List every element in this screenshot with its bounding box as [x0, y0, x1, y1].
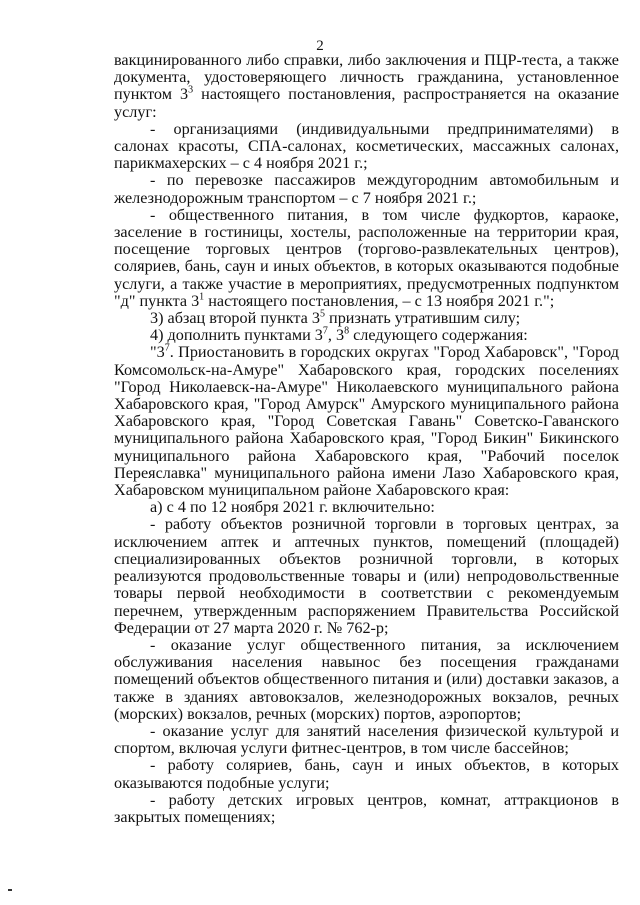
document-body: [114, 52, 619, 826]
paragraph-solariums-saunas: - работу соляриев, бань, саун и иных объектов, в которых оказываются подобные услуги;: [114, 756, 619, 792]
paragraph-beauty-salons: - организациями (индивидуальными предпринимателями) в салонах красоты, СПА-салонах, косметических, массажных салонах, парикмахерских – с 4 ноября 2021 г.;: [114, 119, 619, 173]
margin-mark: [8, 889, 12, 891]
paragraph-catering-services: - оказание услуг общественного питания, за исключением обслуживания населения навынос без посещения гражданами помещений объектов общественного питания и (или) доставки заказов, а также в зданиях автовокзалов, железнодорожных вокзалов, речных (морских) вокзалов, речных (морских) портов, аэропортов;: [114, 635, 619, 723]
paragraph-item-3: 3) абзац второй пункта $3^5$ признать утратившим силу;: [150, 308, 521, 328]
paragraph-passenger-transport: - по перевозке пассажиров междугородним автомобильным и железнодорожным транспортом – с 7 ноября 2021 г.;: [114, 171, 619, 207]
paragraph-childrens-centers: - работу детских игровых центров, комнат, аттракционов в закрытых помещениях;: [114, 790, 619, 826]
paragraph-vaccination-clause: вакцинированного либо справки, либо заключения и ПЦР-теста, а также документа, удостоверяющего личность гражданина, установленное пунктом $3^3$ настоящего постановления, распространяется на оказание услуг:: [114, 51, 619, 121]
paragraph-public-catering: - общественного питания, в том числе фудкортов, караоке, заселение в гостиницы, хостелы, расположенные на территории края, посещение торговых центров (торгово-развлекательных центров), соляриев, бань, саун и иных объектов, в которых оказываются подобные услуги, а также участие в мероприятиях, предусмотренных подпунктом "д" пункта $3^1$ настоящего постановления, – с 13 ноября 2021 г.";: [114, 205, 619, 310]
paragraph-suspend-clause: "$3^7$. Приостановить в городских округах "Город Хабаровск", "Город Комсомольск-на-Амуре" Хабаровского края, городских поселениях "Город Николаевск-на-Амуре" Николаевского муниципального района Хабаровского края, "Город Амурск" Амурского муниципального района Хабаровского края, "Город Советская Гавань" Советско-Гаванского муниципального района Хабаровского края, "Город Бикин" Бикинского муниципального района Хабаровского края, "Рабочий поселок Переяславка" муниципального района имени Лазо Хабаровского края, Хабаровском муниципальном районе Хабаровского края:: [114, 343, 619, 500]
page-number: 2: [316, 38, 324, 54]
paragraph-item-4: 4) дополнить пунктами $3^7$, $3^8$ следующего содержания:: [150, 325, 528, 345]
paragraph-retail-trade: - работу объектов розничной торговли в торговых центрах, за исключением аптек и аптечных пунктов, помещений (площадей) специализированных объектов розничной торговли, в которых реализуются продовольственные товары и (или) непродовольственные товары первой необходимости в соответствии с рекомендуемым перечнем, утвержденным распоряжением Правительства Российской Федерации от 27 марта 2020 г. № 762-р;: [114, 515, 619, 637]
paragraph-subitem-a: а) с 4 по 12 ноября 2021 г. включительно:: [150, 498, 435, 517]
paragraph-sports-services: - оказание услуг для занятий населения физической культурой и спортом, включая услуги фитнес-центров, в том числе бассейнов;: [114, 721, 619, 758]
